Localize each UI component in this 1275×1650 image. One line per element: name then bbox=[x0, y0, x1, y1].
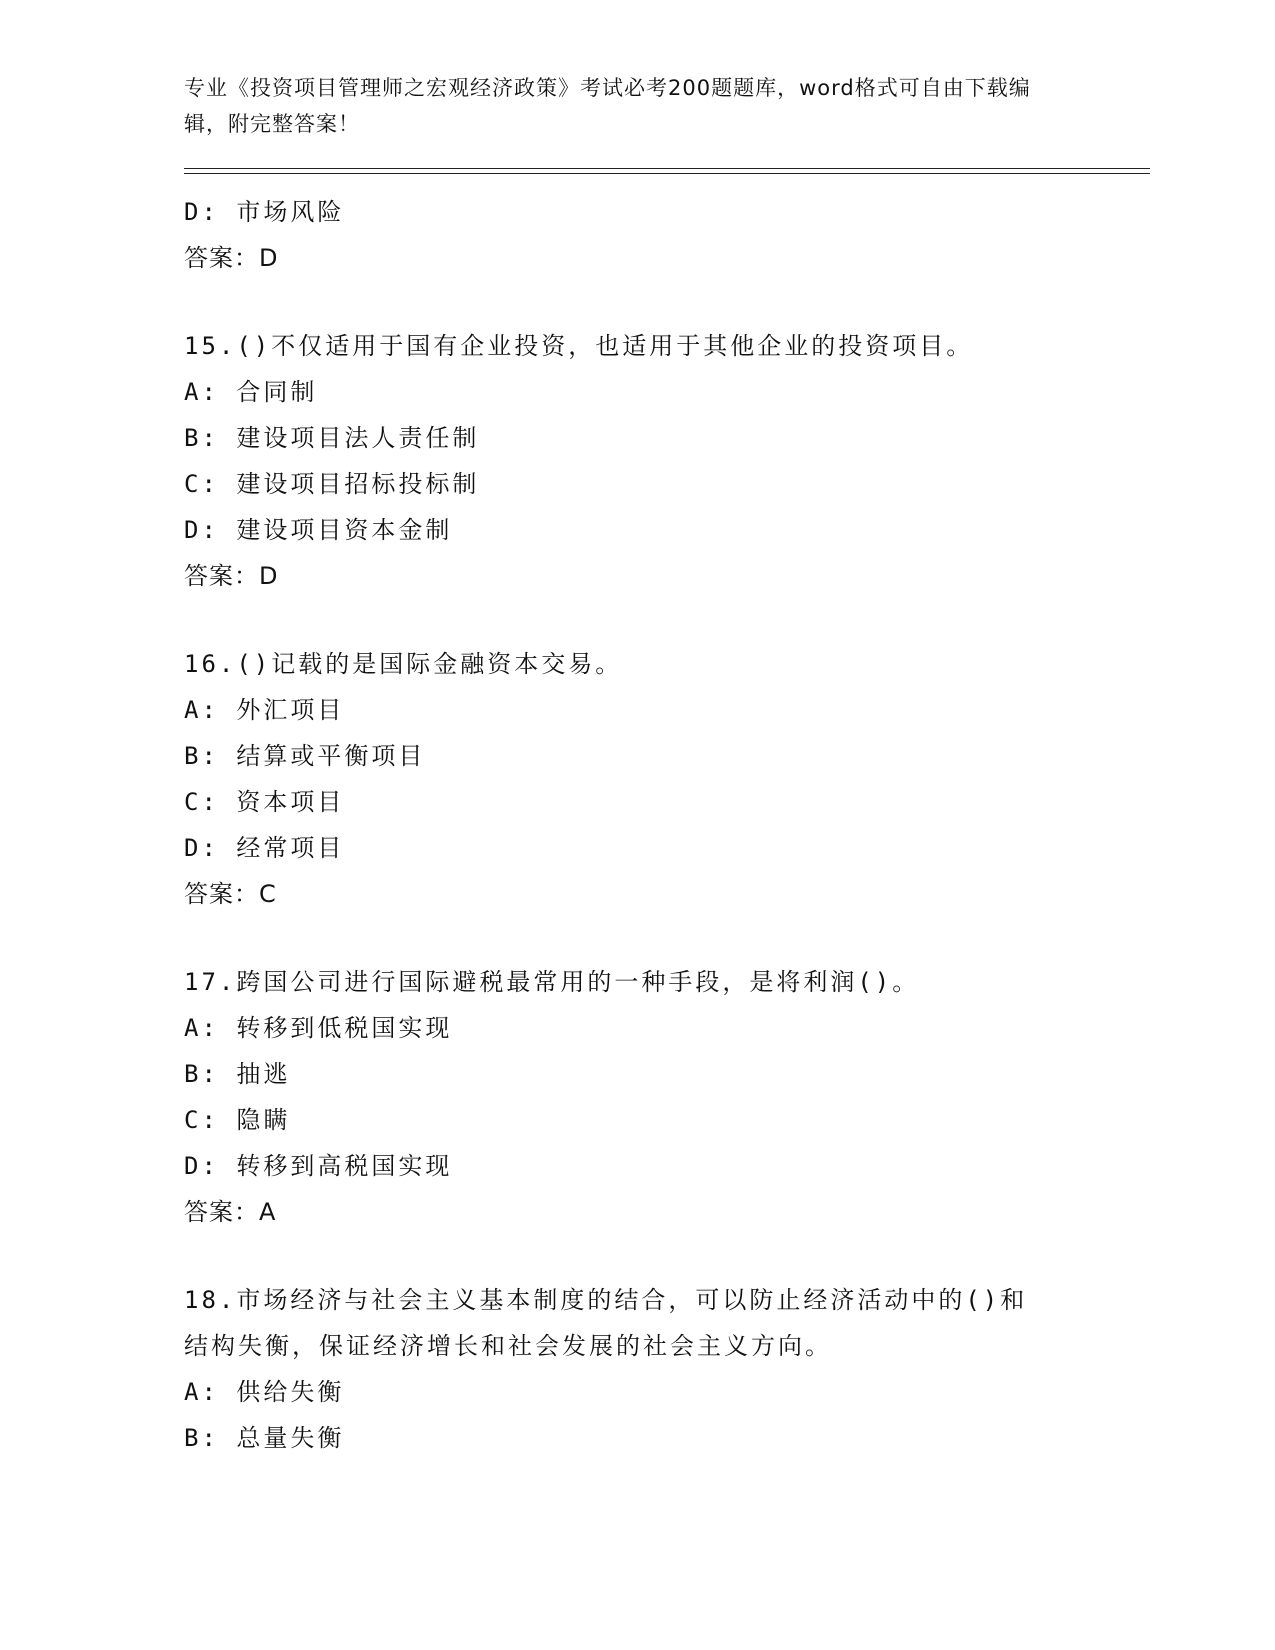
header-divider-bottom bbox=[184, 173, 1150, 174]
option-c: C: 建设项目招标投标制 bbox=[184, 470, 480, 498]
option-b: B: 结算或平衡项目 bbox=[184, 742, 426, 770]
answer: 答案：D bbox=[184, 562, 279, 590]
answer: 答案：D bbox=[184, 244, 279, 272]
document-header: 专业《投资项目管理师之宏观经济政策》考试必考200题题库，word格式可自由下载编辑，附完整答案！ bbox=[184, 76, 1031, 136]
question-stem-line-1: 18.市场经济与社会主义基本制度的结合，可以防止经济活动中的()和 bbox=[184, 1286, 1028, 1314]
header-divider-top bbox=[184, 168, 1150, 169]
question-stem-line-2: 结构失衡，保证经济增长和社会发展的社会主义方向。 bbox=[184, 1332, 832, 1360]
question-17 bbox=[184, 959, 1144, 1235]
question-list bbox=[184, 189, 1144, 1461]
option-d: D: 市场风险 bbox=[184, 198, 345, 226]
option-d: D: 转移到高税国实现 bbox=[184, 1152, 453, 1180]
option-d: D: 经常项目 bbox=[184, 834, 345, 862]
question-fragment bbox=[184, 189, 1144, 281]
answer: 答案：A bbox=[184, 1198, 277, 1226]
option-d: D: 建设项目资本金制 bbox=[184, 516, 453, 544]
question-16 bbox=[184, 641, 1144, 917]
option-a: A: 供给失衡 bbox=[184, 1378, 345, 1406]
question-stem: 16.()记载的是国际金融资本交易。 bbox=[184, 650, 623, 678]
option-a: A: 转移到低税国实现 bbox=[184, 1014, 453, 1042]
question-15 bbox=[184, 323, 1144, 599]
question-stem: 17.跨国公司进行国际避税最常用的一种手段，是将利润()。 bbox=[184, 968, 920, 996]
question-stem: 15.()不仅适用于国有企业投资，也适用于其他企业的投资项目。 bbox=[184, 332, 974, 360]
answer: 答案：C bbox=[184, 880, 277, 908]
option-a: A: 合同制 bbox=[184, 378, 318, 406]
option-b: B: 建设项目法人责任制 bbox=[184, 424, 480, 452]
option-a: A: 外汇项目 bbox=[184, 696, 345, 724]
option-c: C: 隐瞒 bbox=[184, 1106, 291, 1134]
question-18 bbox=[184, 1277, 1144, 1461]
option-b: B: 总量失衡 bbox=[184, 1424, 345, 1452]
option-c: C: 资本项目 bbox=[184, 788, 345, 816]
option-b: B: 抽逃 bbox=[184, 1060, 291, 1088]
